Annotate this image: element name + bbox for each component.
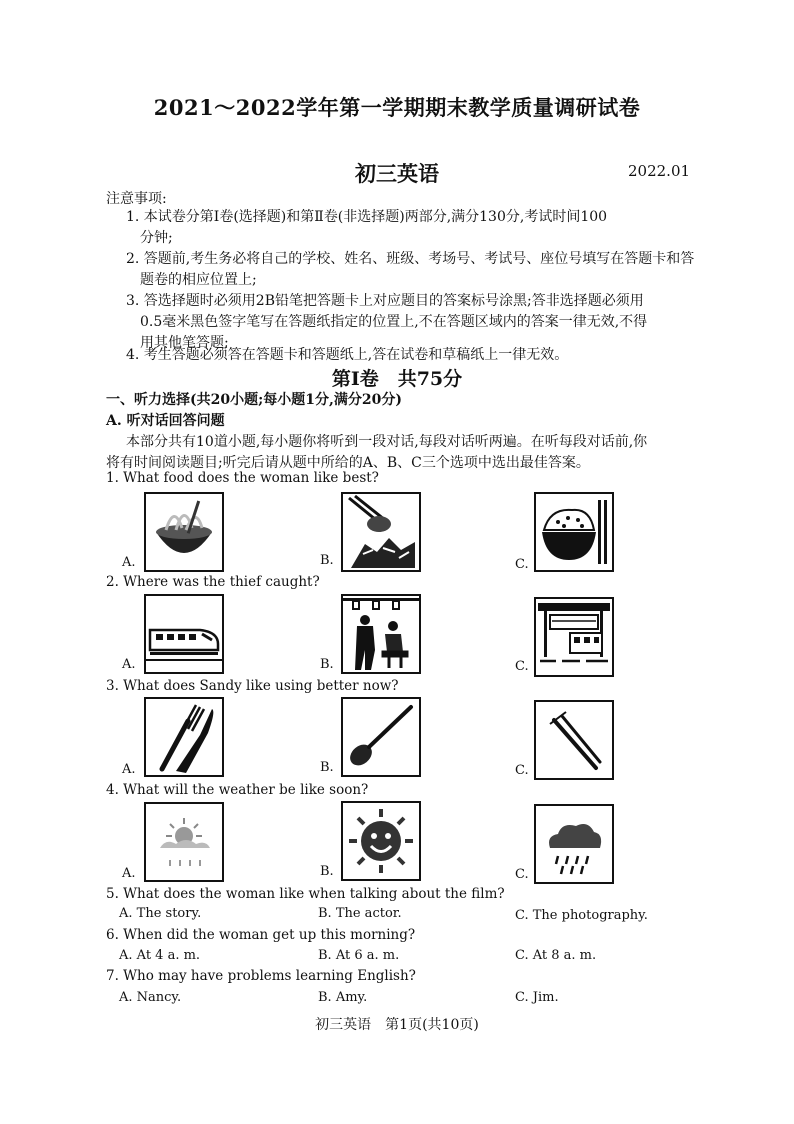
option-letter-a: A. — [122, 555, 136, 570]
notice-line-2: 分钟; — [140, 230, 173, 246]
question-5-option-c: C. The photography. — [515, 908, 648, 923]
question-7: 7. Who may have problems learning English? — [106, 968, 416, 984]
noodle-bowl-icon — [144, 492, 224, 572]
notice-line-4: 题卷的相应位置上; — [140, 272, 257, 288]
notice-heading: 注意事项: — [106, 191, 167, 207]
option-letter-b: B. — [320, 657, 334, 672]
notice-line-1: 1. 本试卷分第Ⅰ卷(选择题)和第Ⅱ卷(非选择题)两部分,满分130分,考试时间100 — [126, 209, 608, 225]
question-7-option-c: C. Jim. — [515, 990, 559, 1005]
exam-date: 2022.01 — [628, 162, 691, 180]
option-letter-c: C. — [515, 557, 529, 572]
option-letter-a: A. — [122, 762, 136, 777]
question-6-option-a: A. At 4 a. m. — [119, 948, 201, 963]
option-letter-c: C. — [515, 763, 529, 778]
option-letter-b: B. — [320, 864, 334, 879]
question-6-option-b: B. At 6 a. m. — [318, 948, 400, 963]
question-7-option-b: B. Amy. — [318, 990, 368, 1005]
rice-bowl-icon — [534, 492, 614, 572]
section1-heading: 一、听力选择(共20小题;每小题1分,满分20分) — [106, 392, 402, 408]
option-letter-a: A. — [122, 866, 136, 881]
chopsticks-icon — [534, 700, 614, 780]
option-letter-a: A. — [122, 657, 136, 672]
notice-line-3: 2. 答题前,考生务必将自己的学校、姓名、班级、考场号、考试号、座位号填写在答题卡和答 — [126, 251, 695, 267]
section1-sub-heading: A. 听对话回答问题 — [106, 413, 225, 429]
question-2: 2. Where was the thief caught? — [106, 574, 320, 590]
notice-line-7: 用其他笔答题; — [140, 335, 229, 351]
question-1: 1. What food does the woman like best? — [106, 470, 379, 486]
notice-line-8: 4. 考生答题必须答在答题卡和答题纸上,答在试卷和草稿纸上一律无效。 — [126, 347, 569, 363]
question-6: 6. When did the woman get up this morning? — [106, 927, 416, 943]
section1-instruction-1: 本部分共有10道小题,每小题你将听到一段对话,每段对话听两遍。在听每段对话前,你 — [126, 434, 648, 450]
knife-fork-icon — [144, 697, 224, 777]
train-station-icon — [534, 597, 614, 677]
spoon-icon — [341, 697, 421, 777]
sunny-icon — [341, 801, 421, 881]
question-5: 5. What does the woman like when talking about the film? — [106, 886, 505, 902]
dumpling-chopsticks-icon — [341, 492, 421, 572]
question-7-option-a: A. Nancy. — [119, 990, 182, 1005]
page-footer: 初三英语 第1页(共10页) — [315, 1017, 479, 1033]
question-4: 4. What will the weather be like soon? — [106, 782, 369, 798]
section1-instruction-2: 将有时间阅读题目;听完后请从题中所给的A、B、C三个选项中选出最佳答案。 — [106, 455, 590, 471]
notice-line-5: 3. 答选择题时必须用2B铅笔把答题卡上对应题目的答案标号涂黑;答非选择题必须用 — [126, 293, 644, 309]
cloudy-sun-icon — [144, 802, 224, 882]
question-6-option-c: C. At 8 a. m. — [515, 948, 597, 963]
question-3: 3. What does Sandy like using better now? — [106, 678, 399, 694]
option-letter-c: C. — [515, 867, 529, 882]
question-5-option-b: B. The actor. — [318, 906, 402, 921]
option-letter-c: C. — [515, 659, 529, 674]
rainy-cloud-icon — [534, 804, 614, 884]
part1-heading: 第Ⅰ卷 共75分 — [331, 368, 463, 390]
option-letter-b: B. — [320, 553, 334, 568]
option-letter-b: B. — [320, 760, 334, 775]
high-speed-train-icon — [144, 594, 224, 674]
subject-title: 初三英语 — [355, 161, 439, 186]
exam-title: 2021～2022学年第一学期期末教学质量调研试卷 — [153, 95, 641, 120]
notice-line-6: 0.5毫米黑色签字笔写在答题纸指定的位置上,不在答题区域内的答案一律无效,不得 — [140, 314, 648, 330]
question-5-option-a: A. The story. — [119, 906, 202, 921]
subway-carriage-icon — [341, 594, 421, 674]
